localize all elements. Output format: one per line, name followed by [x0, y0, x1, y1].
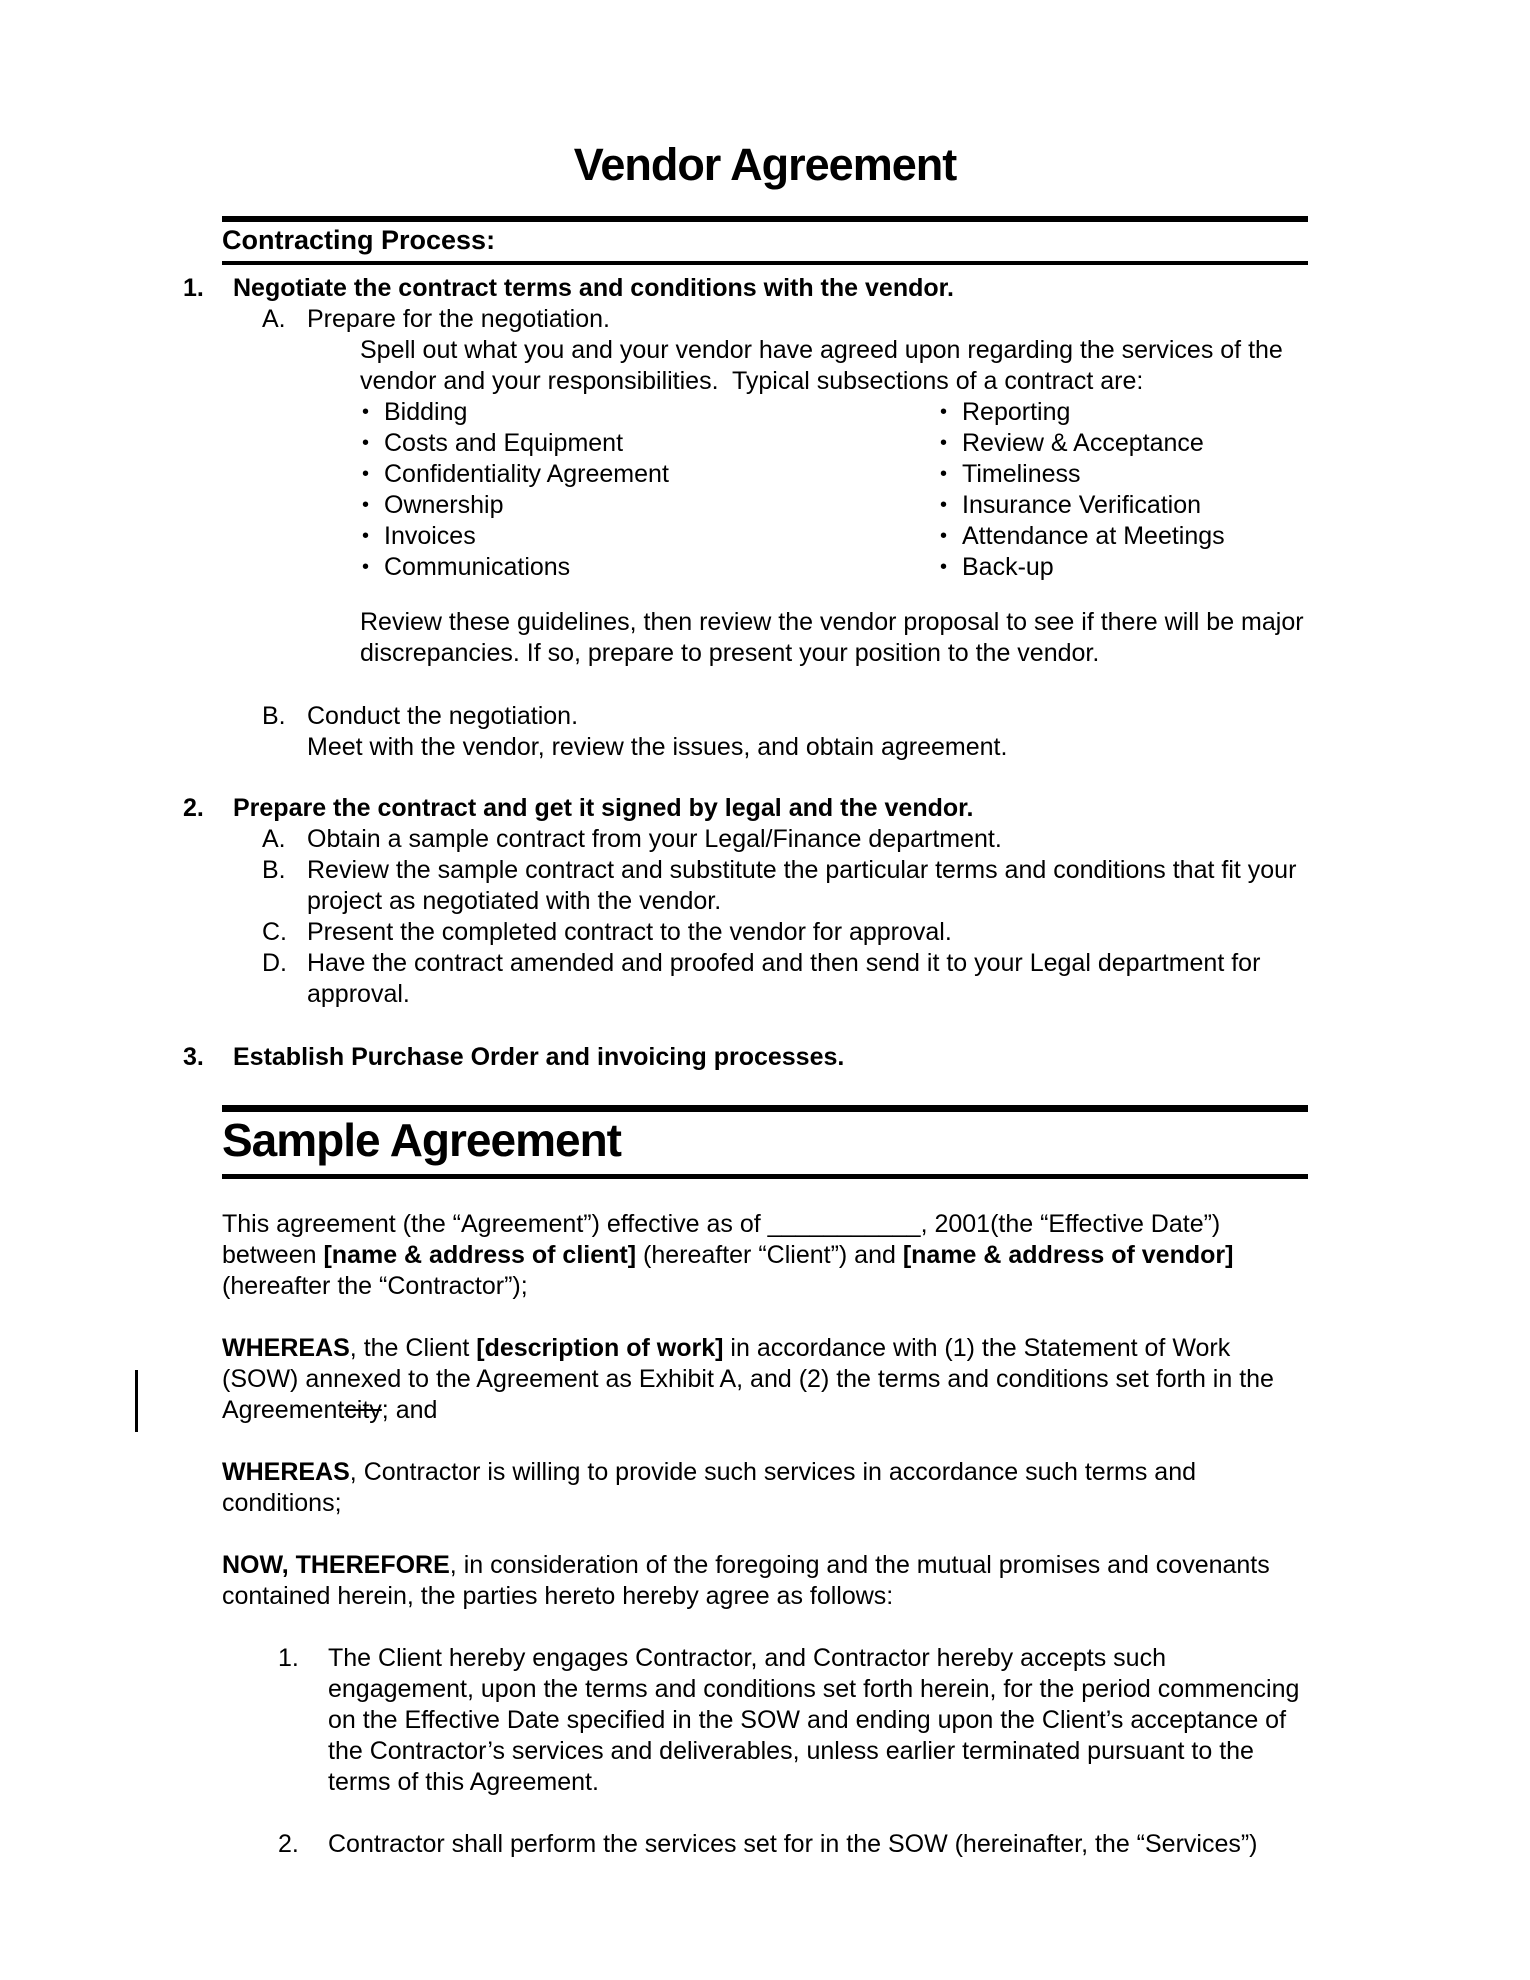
sub-item-2C-letter: C.	[262, 918, 287, 946]
bullet-label: Attendance at Meetings	[962, 522, 1225, 550]
bullet-label: Invoices	[384, 522, 476, 550]
agreement-clause-2	[278, 1829, 1308, 1860]
bullet-label: Back-up	[962, 553, 1054, 581]
bullet-label: Ownership	[384, 491, 504, 519]
sub-item-1B	[262, 701, 1308, 763]
bullet-label: Communications	[384, 553, 571, 581]
sub-item-2D-letter: D.	[262, 949, 287, 977]
sub-item-1A-letter: A.	[262, 305, 286, 333]
intro-end: (hereafter the “Contractor”);	[222, 1272, 528, 1300]
sub-item-1A-title: Prepare for the negotiation.	[307, 305, 610, 333]
bullet-icon: •	[362, 432, 370, 454]
whereas-1-post: in accordance with (1) the Statement of Work (SOW) annexed to the Agreement as Exhibit A, and (2) the terms and conditions set forth in the Agreement	[222, 1334, 1274, 1424]
list-item-1	[183, 273, 1308, 304]
list-item-3	[183, 1042, 1308, 1073]
bullet-label: Timeliness	[962, 460, 1081, 488]
bullet-icon: •	[362, 494, 370, 516]
sub-item-2A-letter: A.	[262, 825, 286, 853]
document-content	[183, 0, 1308, 1860]
sub-item-1A	[262, 304, 1308, 335]
bullet-icon: •	[940, 463, 948, 485]
bullet-icon: •	[362, 556, 370, 578]
list-item	[940, 552, 1308, 583]
clause-1-number: 1.	[278, 1644, 299, 1672]
list-item	[940, 397, 1308, 428]
now-therefore-paragraph	[222, 1550, 1308, 1612]
work-placeholder: [description of work]	[476, 1334, 724, 1362]
list-item	[362, 459, 940, 490]
list-item-2-title: Prepare the contract and get it signed by legal and the vendor.	[233, 794, 974, 822]
bullet-column-left	[362, 397, 940, 583]
bullet-icon: •	[940, 556, 948, 578]
bullet-label: Confidentiality Agreement	[384, 460, 669, 488]
intro-paragraph	[222, 1209, 1308, 1302]
bullet-label: Bidding	[384, 398, 468, 426]
client-placeholder: [name & address of client]	[323, 1241, 637, 1269]
document-title: Vendor Agreement	[573, 139, 957, 190]
whereas-1-pre: , the Client	[349, 1334, 477, 1362]
intro-post: , 2001(the “Effective Date”) between	[222, 1210, 1221, 1269]
now-therefore-body: , in consideration of the foregoing and the mutual promises and covenants contained herein, the parties hereto hereby agree as follows:	[222, 1551, 1270, 1610]
whereas-2-body: , Contractor is willing to provide such services in accordance such terms and conditions;	[222, 1458, 1197, 1517]
bullet-icon: •	[362, 401, 370, 423]
whereas-1-tail: ; and	[381, 1396, 438, 1424]
list-item-1-number: 1.	[183, 274, 204, 302]
sub-item-2A-text: Obtain a sample contract from your Legal/Finance department.	[307, 825, 1002, 853]
sub-item-2D-text: Have the contract amended and proofed and then send it to your Legal department for approval.	[307, 949, 1261, 1008]
bullet-label: Insurance Verification	[962, 491, 1202, 519]
contract-subsections-list	[362, 397, 1308, 583]
whereas-2-paragraph	[222, 1457, 1308, 1519]
bullet-icon: •	[362, 463, 370, 485]
sub-item-1B-letter: B.	[262, 702, 286, 730]
clause-2-text: Contractor shall perform the services set for in the SOW (hereinafter, the “Services”)	[328, 1830, 1258, 1858]
list-item	[362, 428, 940, 459]
bullet-icon: •	[940, 494, 948, 516]
bullet-icon: •	[362, 525, 370, 547]
sub-item-2C-text: Present the completed contract to the vendor for approval.	[307, 918, 952, 946]
list-item	[362, 552, 940, 583]
list-item	[362, 397, 940, 428]
list-item-3-number: 3.	[183, 1043, 204, 1071]
bullet-icon: •	[940, 401, 948, 423]
whereas-2-lead: WHEREAS	[222, 1458, 350, 1486]
intro-mid: (hereafter “Client”) and	[636, 1241, 903, 1269]
sub-item-2B	[262, 855, 1308, 917]
sub-item-2C	[262, 917, 1308, 948]
list-item	[940, 459, 1308, 490]
contracting-process-heading: Contracting Process:	[222, 216, 1308, 265]
bullet-icon: •	[940, 432, 948, 454]
list-item	[362, 490, 940, 521]
vendor-placeholder: [name & address of vendor]	[902, 1241, 1234, 1269]
revision-change-bar	[135, 1370, 138, 1432]
intro-pre: This agreement (the “Agreement”) effective as of	[222, 1210, 768, 1238]
negotiation-paragraph: Spell out what you and your vendor have agreed upon regarding the services of the vendor and your responsibilities. Typical subsections of a contract are:	[360, 336, 1283, 395]
list-item	[940, 428, 1308, 459]
sub-item-1B-body	[307, 701, 1007, 763]
clause-2-number: 2.	[278, 1830, 299, 1858]
review-guidelines-paragraph: Review these guidelines, then review the vendor proposal to see if there will be major discrepancies. If so, prepare to present your position to the vendor.	[360, 608, 1304, 667]
whereas-1-lead: WHEREAS	[222, 1334, 350, 1362]
sub-item-2D	[262, 948, 1308, 1010]
list-item-3-title: Establish Purchase Order and invoicing processes.	[233, 1043, 845, 1071]
list-item-2	[183, 793, 1308, 824]
list-item-1-title: Negotiate the contract terms and conditions with the vendor.	[233, 274, 954, 302]
whereas-1-paragraph	[222, 1333, 1308, 1426]
sub-item-1B-title: Conduct the negotiation.	[307, 702, 579, 730]
sub-item-2A	[262, 824, 1308, 855]
sub-item-2B-text: Review the sample contract and substitute the particular terms and conditions that fit your project as negotiated with the vendor.	[307, 856, 1297, 915]
bullet-label: Review & Acceptance	[962, 429, 1204, 457]
bullet-label: Costs and Equipment	[384, 429, 624, 457]
agreement-clause-1	[278, 1643, 1308, 1798]
list-item	[940, 521, 1308, 552]
list-item	[362, 521, 940, 552]
list-item-2-number: 2.	[183, 794, 204, 822]
sub-item-2B-letter: B.	[262, 856, 286, 884]
list-item	[940, 490, 1308, 521]
clause-1-text: The Client hereby engages Contractor, and Contractor hereby accepts such engagement, upon the terms and conditions set forth herein, for the period commencing on the Effective Date specified in the SOW and ending upon the Client’s acceptance of the Contractor’s services and deliverables, unless earlier terminated pursuant to the terms of this Agreement.	[328, 1644, 1300, 1796]
sample-agreement-heading: Sample Agreement	[222, 1105, 1308, 1179]
sub-item-1B-text: Meet with the vendor, review the issues, and obtain agreement.	[307, 733, 1008, 761]
now-therefore-lead: NOW, THEREFORE	[222, 1551, 450, 1579]
bullet-column-right	[940, 397, 1308, 583]
bullet-icon: •	[940, 525, 948, 547]
bullet-label: Reporting	[962, 398, 1071, 426]
blank-line-field: ___________	[767, 1210, 921, 1238]
struck-text: city	[344, 1396, 382, 1424]
